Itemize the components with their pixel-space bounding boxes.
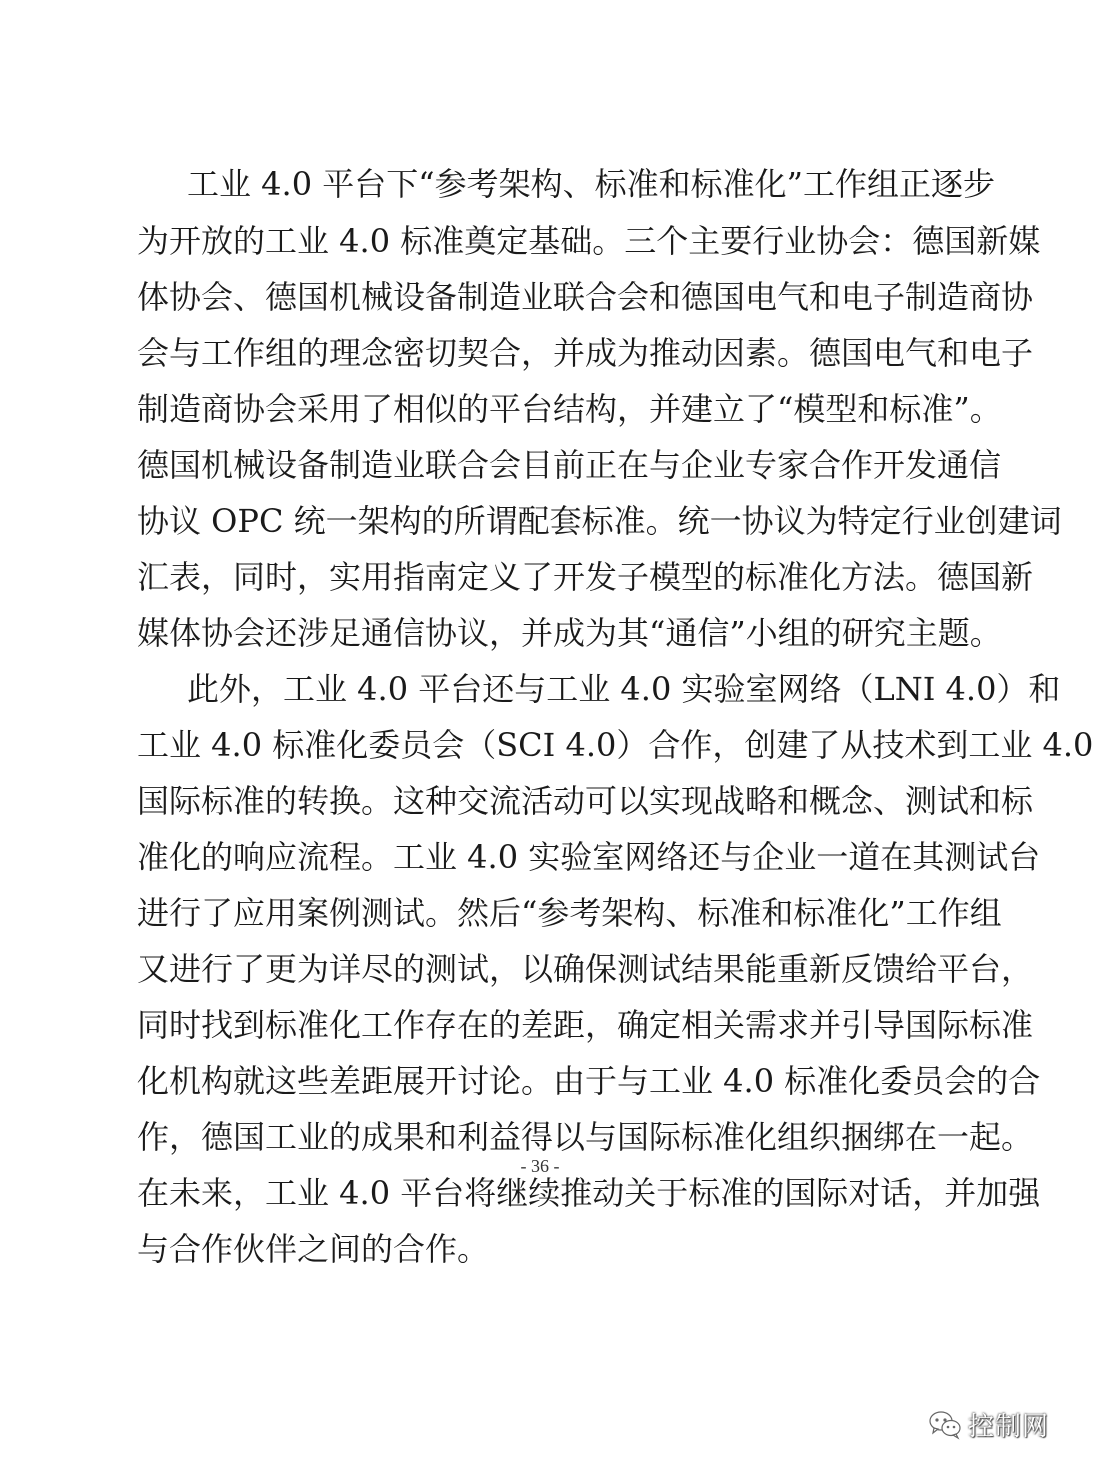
- page-number: - 36 -: [520, 1156, 560, 1176]
- text-line: 化机构就这些差距展开讨论。由于与工业 4.0 标准化委员会的合: [137, 1062, 1041, 1100]
- text-line: 此外，工业 4.0 平台还与工业 4.0 实验室网络（LNI 4.0）和: [187, 670, 1061, 708]
- text-line: 在未来，工业 4.0 平台将继续推动关于标准的国际对话，并加强: [137, 1174, 1041, 1212]
- text-line: 国际标准的转换。这种交流活动可以实现战略和概念、测试和标: [137, 782, 1034, 820]
- wechat-icon: [928, 1409, 962, 1439]
- text-line: 德国机械设备制造业联合会目前正在与企业专家合作开发通信: [137, 446, 1002, 484]
- text-line: 与合作伙伴之间的合作。: [137, 1230, 490, 1268]
- text-line: 作，德国工业的成果和利益得以与国际标准化组织捆绑在一起。: [137, 1118, 1034, 1156]
- text-line: 会与工作组的理念密切契合，并成为推动因素。德国电气和电子: [137, 334, 1034, 372]
- text-line: 又进行了更为详尽的测试，以确保测试结果能重新反馈给平台，: [137, 950, 1034, 988]
- text-line: 同时找到标准化工作存在的差距，确定相关需求并引导国际标准: [137, 1006, 1034, 1044]
- text-line: 协议 OPC 统一架构的所谓配套标准。统一协议为特定行业创建词: [137, 502, 1062, 540]
- watermark-text: 控制网: [968, 1411, 1050, 1442]
- watermark: [928, 1404, 1068, 1444]
- text-line: 进行了应用案例测试。然后“参考架构、标准和标准化”工作组: [137, 894, 1002, 932]
- text-line: 汇表，同时，实用指南定义了开发子模型的标准化方法。德国新: [137, 558, 1034, 596]
- text-line: 制造商协会采用了相似的平台结构，并建立了“模型和标准”。: [137, 390, 1002, 428]
- text-line: 体协会、德国机械设备制造业联合会和德国电气和电子制造商协: [137, 278, 1034, 316]
- text-line: 媒体协会还涉足通信协议，并成为其“通信”小组的研究主题。: [137, 614, 1002, 652]
- text-line: 工业 4.0 标准化委员会（SCI 4.0）合作，创建了从技术到工业 4.0: [137, 726, 1093, 764]
- text-line: 准化的响应流程。工业 4.0 实验室网络还与企业一道在其测试台: [137, 838, 1041, 876]
- text-line: 为开放的工业 4.0 标准奠定基础。三个主要行业协会：德国新媒: [137, 222, 1041, 260]
- text-line: 工业 4.0 平台下“参考架构、标准和标准化”工作组正逐步: [187, 165, 995, 203]
